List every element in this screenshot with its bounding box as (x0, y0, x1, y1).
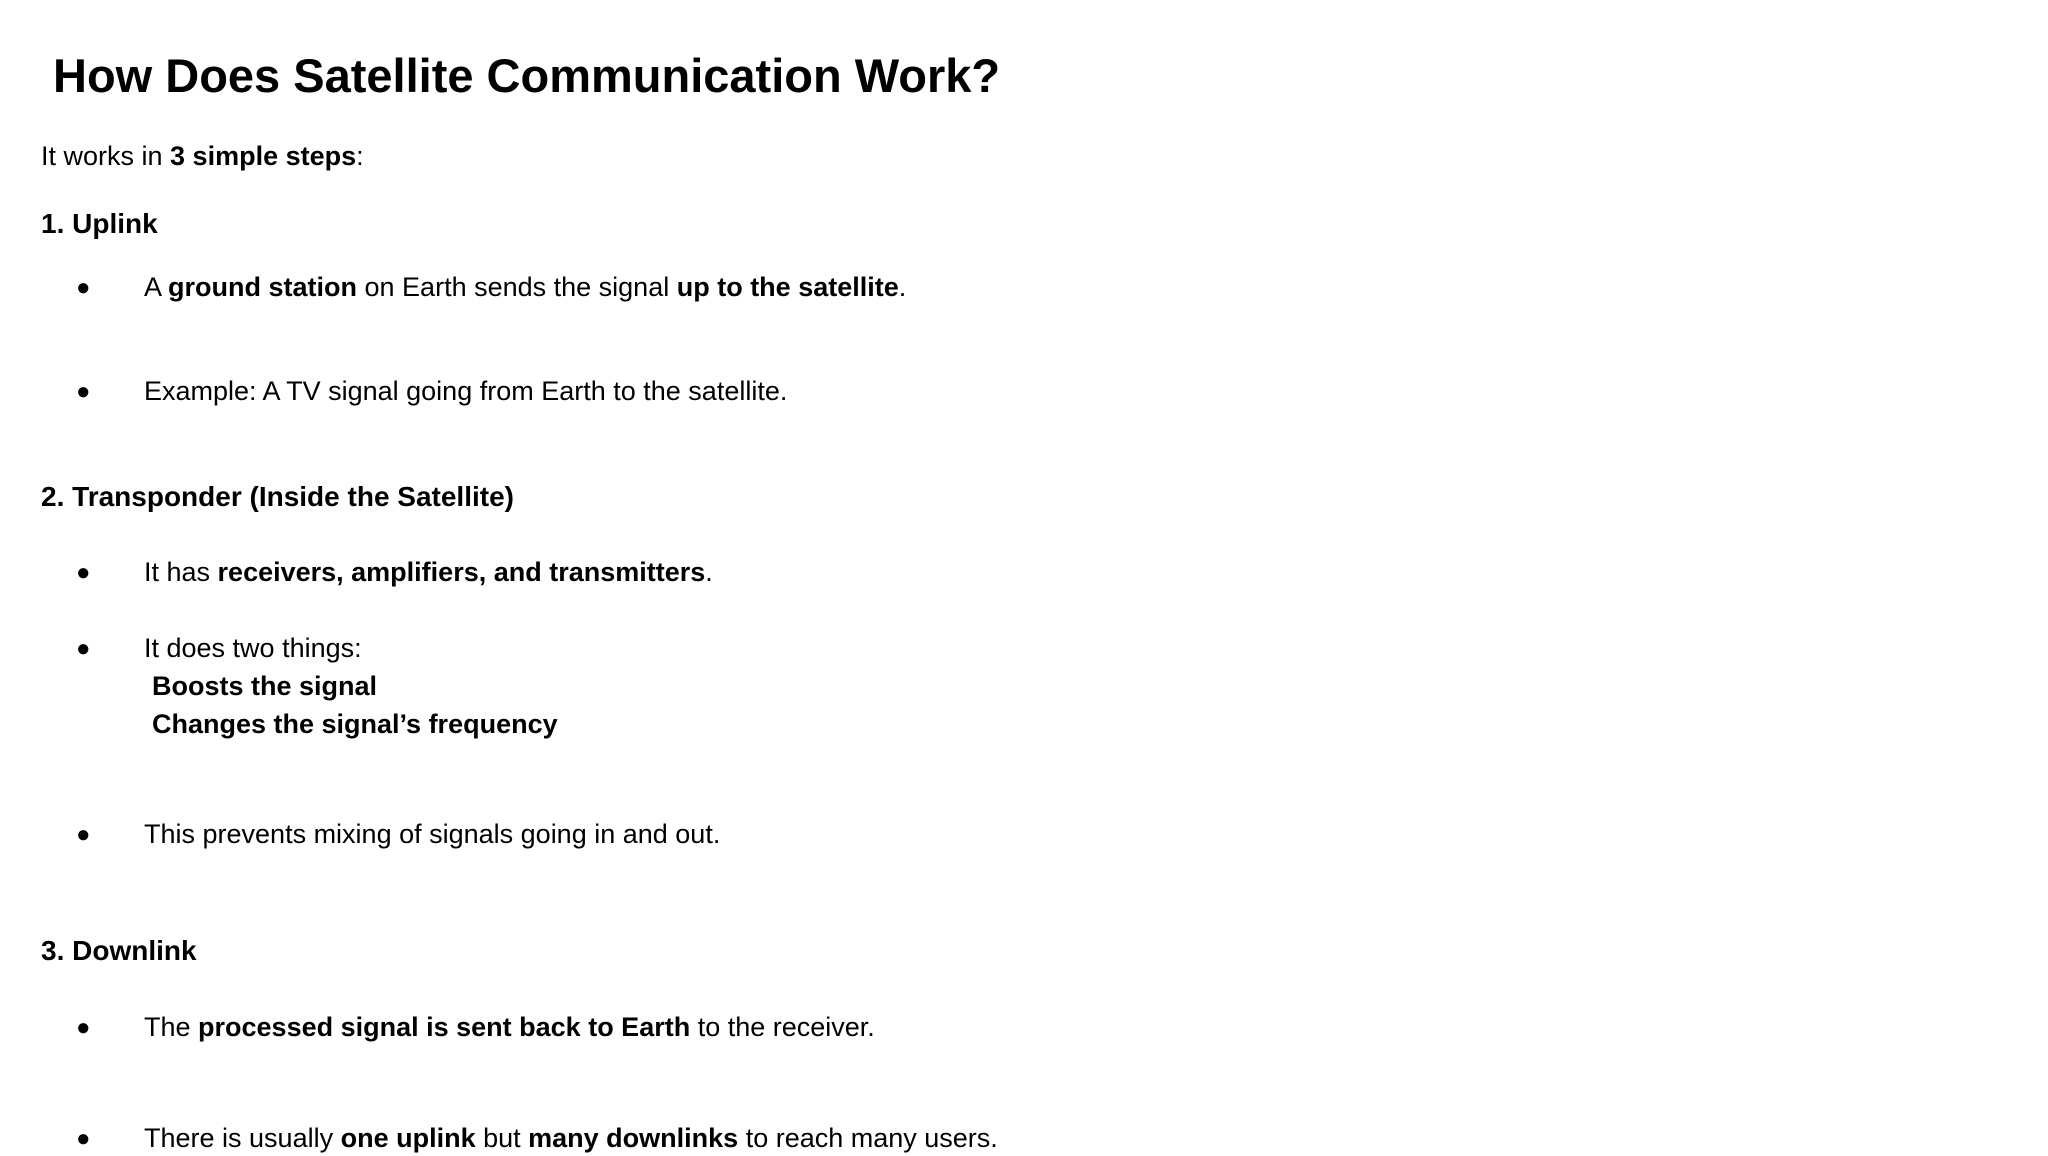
text-run: to reach many users. (738, 1123, 998, 1153)
step3-bullet1 (144, 1010, 875, 1044)
intro-bold: 3 simple steps (170, 141, 357, 171)
step2-bullet2: It does two things: (144, 633, 362, 663)
text-run: It has (144, 557, 218, 587)
step2-heading: 2. Transponder (Inside the Satellite) (41, 481, 514, 512)
bold-run: receivers, amplifiers, and transmitters (217, 557, 706, 587)
step1-bullet1 (144, 270, 906, 304)
text-run: to the receiver. (690, 1012, 875, 1042)
bullet-icon: ● (76, 274, 91, 301)
bullet-icon: ● (76, 821, 91, 848)
text-run: on Earth sends the signal (357, 272, 677, 302)
bullet-icon: ● (76, 635, 91, 662)
step2-bullet3: This prevents mixing of signals going in and out. (144, 819, 721, 849)
step3-bullet2 (144, 1121, 998, 1155)
bold-run: up to the satellite (676, 272, 899, 302)
text-run: A (144, 272, 169, 302)
bold-run: one uplink (340, 1123, 476, 1153)
step3-heading: 3. Downlink (41, 935, 197, 966)
bullet-icon: ● (76, 559, 91, 586)
step1-heading: 1. Uplink (41, 208, 158, 239)
bullet-icon: ● (76, 1014, 91, 1041)
text-run: There is usually (144, 1123, 341, 1153)
bold-run: processed signal is sent back to Earth (198, 1012, 691, 1042)
text-run: . (898, 272, 907, 302)
step2-bullet1 (144, 555, 713, 589)
step2-subitem-frequency: Changes the signal’s frequency (152, 709, 558, 739)
text-run: The (144, 1012, 199, 1042)
bold-run: many downlinks (528, 1123, 739, 1153)
page-title: How Does Satellite Communication Work? (53, 49, 1001, 102)
bullet-icon: ● (76, 1125, 91, 1152)
intro-colon: : (356, 141, 364, 171)
intro-text: It works in (41, 141, 171, 171)
step2-subitem-boost: Boosts the signal (152, 671, 378, 701)
bold-run: ground station (168, 272, 358, 302)
step1-bullet2: Example: A TV signal going from Earth to the satellite. (144, 376, 788, 406)
intro-paragraph (41, 139, 364, 173)
text-run: but (475, 1123, 529, 1153)
bullet-icon: ● (76, 378, 91, 405)
text-run: . (705, 557, 713, 587)
